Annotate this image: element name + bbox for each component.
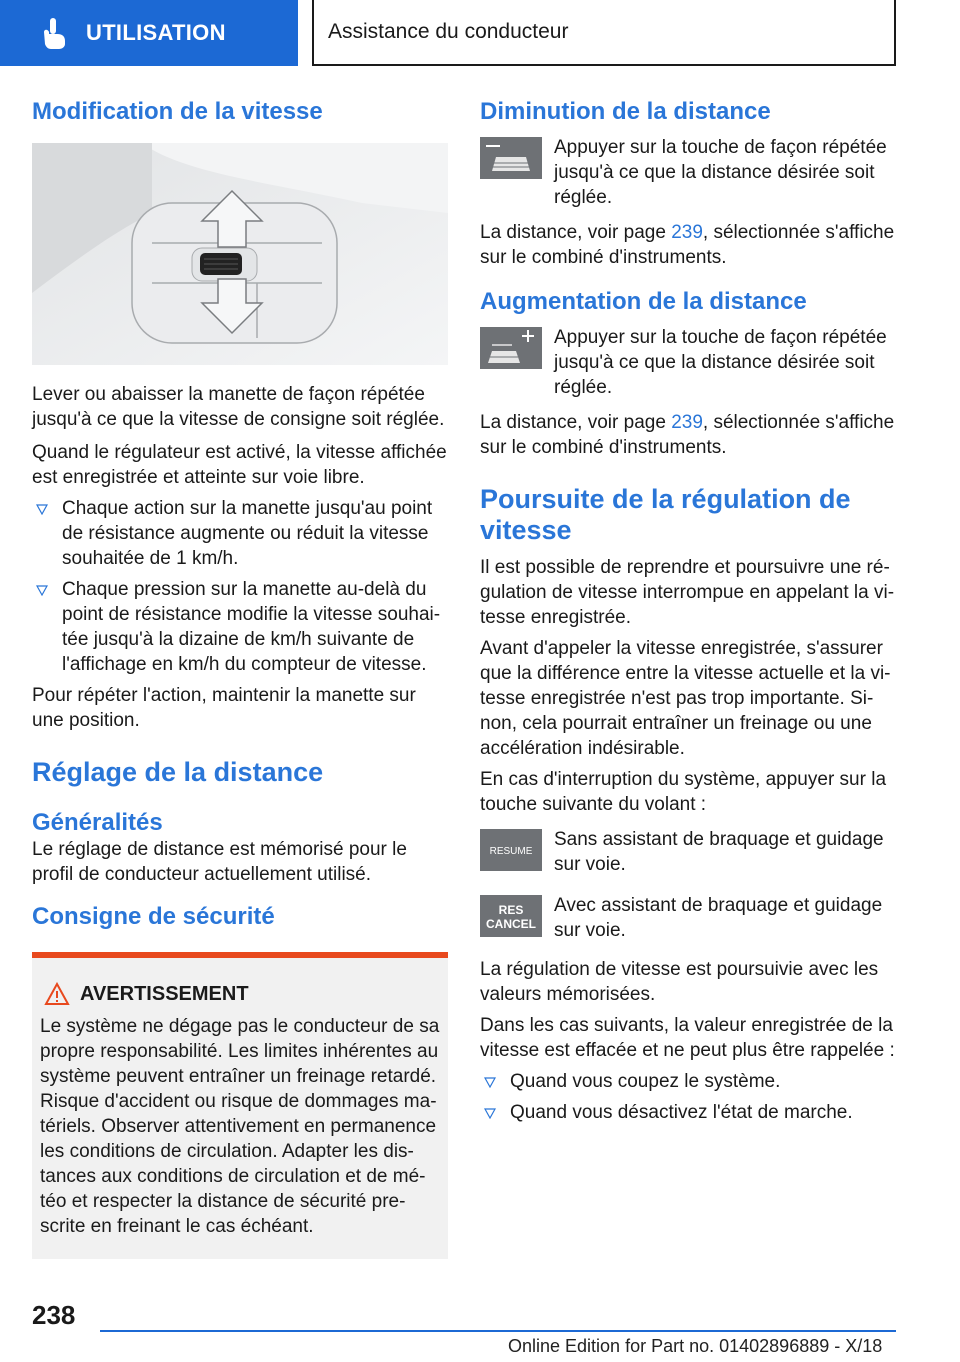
- paragraph: Il est possible de reprendre et poursuivre une régulation de vitesse interrompue en appelant la vitesse enregistrée.: [480, 557, 895, 629]
- key-row: [480, 135, 896, 210]
- list-item: Chaque pression sur la manette au-delà du point de résistance modifie la vitesse souhaitée jusqu'à la dizaine de km/h suivante de l'affichage en km/h du compteur de vitesse.: [32, 577, 448, 677]
- steering-wheel-control-image: [32, 143, 448, 365]
- triangle-bullet-icon: [36, 504, 48, 515]
- paragraph: En cas d'interruption du système, appuyer sur la touche suivante du volant :: [480, 769, 887, 816]
- paragraph: La distance, voir page 239, sélectionnée s'affiche sur le combiné d'instruments.: [480, 411, 895, 458]
- paragraph: Sans assistant de braquage et guidage sur voie.: [554, 829, 884, 876]
- res-cancel-key-icon: [480, 895, 542, 937]
- warning-header: [40, 982, 440, 1006]
- key-row: [480, 827, 896, 877]
- key-row: [480, 325, 896, 400]
- page-link[interactable]: 239: [671, 221, 703, 243]
- triangle-bullet-icon: [36, 585, 48, 596]
- paragraph: Lever ou abaisser la manette de façon répétée jusqu'à ce que la vitesse de consigne soit réglée.: [32, 383, 445, 430]
- paragraph: La distance, voir page 239, sélectionnée s'affiche sur le combiné d'instruments.: [480, 221, 895, 268]
- bullet-list: [32, 496, 448, 677]
- heading-distance-setting: Réglage de la distance: [32, 756, 324, 787]
- heading-safety: Consigne de sécurité: [32, 903, 275, 931]
- paragraph: Avec assistant de braquage et guidage sur voie.: [554, 895, 883, 942]
- left-column: [32, 98, 448, 1259]
- right-column: [480, 98, 896, 1125]
- triangle-bullet-icon: [484, 1108, 496, 1119]
- warning-box: [32, 952, 448, 1259]
- heading-resume-speed: Poursuite de la régulation de vitesse: [480, 483, 851, 546]
- paragraph: Quand le régulateur est activé, la vitesse affichée est enregistrée et atteinte sur voie libre.: [32, 441, 447, 488]
- res-key-label: RES: [498, 903, 524, 918]
- paragraph: Le réglage de distance est mémorisé pour le profil de conducteur actuellement utilisé.: [32, 839, 407, 886]
- section-tab: [0, 0, 298, 66]
- edition-text: Online Edition for Part no. 01402896889 - X/18: [508, 1336, 883, 1356]
- resume-key-label: RESUME: [489, 846, 533, 858]
- heading-distance-increase: Augmentation de la distance: [480, 287, 807, 315]
- hand-pointer-icon: [34, 13, 74, 53]
- cancel-key-label: CANCEL: [486, 917, 536, 932]
- paragraph: Appuyer sur la touche de façon répétée jusqu'à ce que la distance désirée soit réglée.: [554, 326, 887, 398]
- list-item: Quand vous désactivez l'état de marche.: [480, 1100, 896, 1125]
- triangle-bullet-icon: [484, 1077, 496, 1088]
- distance-decrease-key-icon: [480, 137, 542, 179]
- heading-speed-change: Modification de la vitesse: [32, 98, 323, 125]
- warning-triangle-icon: [44, 982, 70, 1006]
- paragraph: La régulation de vitesse est poursuivie avec les valeurs mémorisées.: [480, 959, 879, 1006]
- heading-distance-decrease: Diminution de la distance: [480, 98, 771, 125]
- paragraph: Avant d'appeler la vitesse enregistrée, s'assurer que la différence entre la vitesse actuelle et la vitesse enregistrée n'est pas trop importante. Sinon, cela pourrait entraîner un freinage ou une accélération indésirable.: [480, 638, 891, 760]
- paragraph: Pour répéter l'action, maintenir la manette sur une position.: [32, 684, 416, 731]
- page-link[interactable]: 239: [671, 411, 703, 433]
- list-item: Chaque action sur la manette jusqu'au point de résistance augmente ou réduit la vitesse souhaitée de 1 km/h.: [32, 496, 448, 571]
- distance-increase-key-icon: [480, 327, 542, 369]
- warning-title: AVERTISSEMENT: [80, 982, 249, 1005]
- paragraph: Appuyer sur la touche de façon répétée jusqu'à ce que la distance désirée soit réglée.: [554, 136, 887, 208]
- heading-general: Généralités: [32, 808, 163, 836]
- warning-text: Le système ne dégage pas le conducteur de sa propre responsabilité. Les limites inhérentes au système peuvent entraîner un freinage retardé. Risque d'accident ou risque de dommages matériels. Observer attentivement en permanence les conditions de circulation. Adapter les distances aux conditions de circulation et de météo et respecter la distance de sécurité prescrite en freinant le cas échéant.: [40, 1016, 440, 1238]
- chapter-title: Assistance du conducteur: [312, 0, 896, 66]
- list-item: Quand vous coupez le système.: [480, 1069, 896, 1094]
- page-number: 238: [32, 1300, 76, 1330]
- key-row: [480, 893, 896, 943]
- paragraph: Dans les cas suivants, la valeur enregistrée de la vitesse est effacée et ne peut plus être rappelée :: [480, 1015, 895, 1062]
- footer-divider: [100, 1330, 896, 1332]
- resume-key-icon: [480, 829, 542, 871]
- section-label: UTILISATION: [86, 20, 226, 45]
- bullet-list: [480, 1069, 896, 1125]
